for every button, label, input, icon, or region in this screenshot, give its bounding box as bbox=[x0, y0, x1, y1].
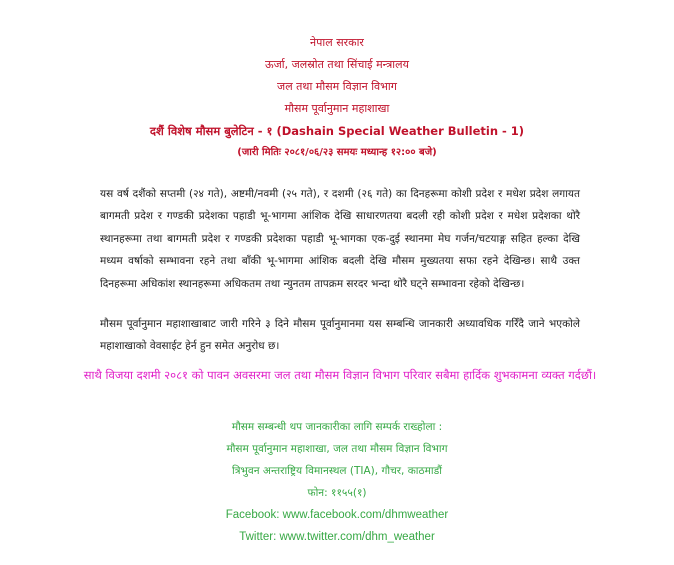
department-name: जल तथा मौसम विज्ञान विभाग bbox=[277, 80, 397, 93]
contact-intro: मौसम सम्बन्धी थप जानकारीका लागि सम्पर्क राख्होला : bbox=[231, 421, 443, 433]
government-name: नेपाल सरकार bbox=[310, 36, 364, 49]
festival-greeting: साथै विजया दशमी २०८१ को पावन अवसरमा जल तथा मौसम विज्ञान विभाग परिवार सबैमा हार्दिक शुभकामना व्यक्त गर्दछौं। bbox=[83, 368, 597, 382]
contact-block bbox=[0, 416, 674, 548]
contact-division: मौसम पूर्वानुमान महाशाखा, जल तथा मौसम विज्ञान विभाग bbox=[226, 443, 448, 455]
division-name: मौसम पूर्वानुमान महाशाखा bbox=[284, 102, 390, 115]
facebook-link[interactable]: Facebook: www.facebook.com/dhmweather bbox=[225, 509, 449, 521]
contact-phone: फोन: ११५५(१) bbox=[307, 487, 367, 499]
issue-date: (जारी मितिः २०८१/०६/२३ समयः मध्यान्ह १२:०० बजे) bbox=[237, 147, 437, 158]
contact-address: त्रिभुवन अन्तराष्ट्रिय विमानस्थल (TIA), गौचर, काठमाडौं bbox=[232, 465, 442, 477]
bulletin-title: दशैं विशेष मौसम बुलेटिन - १ (Dashain Special Weather Bulletin - 1) bbox=[149, 124, 525, 138]
forecast-paragraph: यस वर्ष दशैंको सप्तमी (२४ गते), अष्टमी/नवमी (२५ गते), र दशमी (२६ गते) का दिनहरूमा कोशी प्रदेश र मधेश प्रदेश लगायत बागमती प्रदेश र गण्डकी प्रदेशका पहाडी भू-भागमा आंशिक देखि साधारणतया बदली रही कोशी प्रदेश र मधेश प्रदेशका थोरै स्थानहरूमा तथा बागमती प्रदेश र गण्डकी प्रदेशका पहाडी भू-भागका एक-दुई स्थानमा मेघ गर्जन/चटयाङ्ग सहित हल्का देखि मध्यम वर्षाको सम्भावना रहने तथा बाँकी भू-भागमा आंशिक बदली देखि मौसम मुख्यतया सफा रहने देखिन्छ। साथै उक्त दिनहरूमा अधिकांश स्थानहरूमा अधिकतम तथा न्युनतम तापक्रम सरदर भन्दा थोरै घट्ने सम्भावना रहेको देखिन्छ। bbox=[100, 188, 580, 290]
twitter-link[interactable]: Twitter: www.twitter.com/dhm_weather bbox=[239, 531, 435, 543]
bulletin-header bbox=[0, 32, 674, 164]
ministry-name: ऊर्जा, जलस्रोत तथा सिंचाई मन्त्रालय bbox=[265, 58, 409, 71]
website-note-paragraph: मौसम पूर्वानुमान महाशाखाबाट जारी गरिने ३ दिने मौसम पूर्वानुमानमा यस सम्बन्धि जानकारी अध्यावधिक गरिँदै जाने भएकोले महाशाखाको वेवसाईट हेर्न हुन समेत अनुरोध छ। bbox=[100, 318, 580, 353]
